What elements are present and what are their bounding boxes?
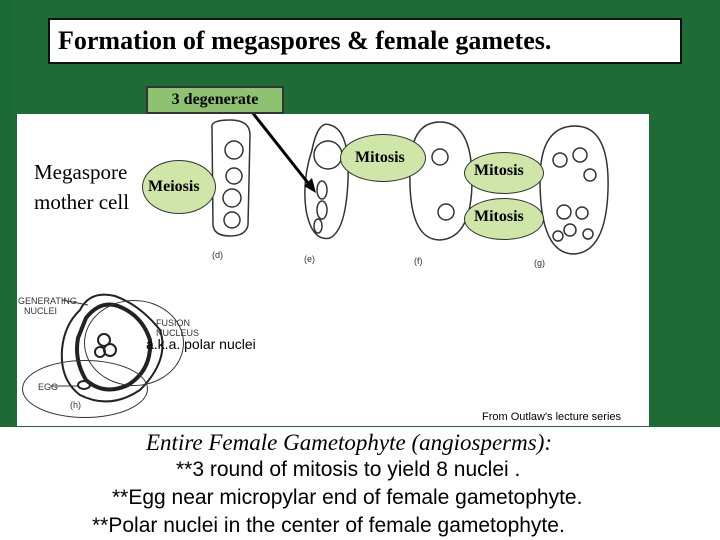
credit-text: From Outlaw's lecture series bbox=[482, 411, 622, 423]
label-generating-1: GENERATING bbox=[18, 296, 77, 306]
label-generating-2: NUCLEI bbox=[24, 306, 58, 316]
label-d: (d) bbox=[212, 250, 223, 260]
degenerate-arrow bbox=[252, 112, 312, 188]
label-egg: EGG bbox=[38, 382, 59, 392]
megaspore-label-line1: Megaspore bbox=[34, 160, 128, 184]
stage-g-cell bbox=[540, 126, 608, 254]
slide-title: Formation of megaspores & female gametes. bbox=[58, 26, 552, 55]
polar-nuclei-label: a.k.a. polar nuclei bbox=[146, 336, 256, 352]
meiosis-callout: Meiosis bbox=[142, 160, 216, 214]
stage-d-cell bbox=[212, 120, 250, 236]
label-g: (g) bbox=[534, 258, 545, 268]
megaspore-label-line2: mother cell bbox=[34, 190, 130, 214]
summary-line-3: **Polar nuclei in the center of female gametophyte. bbox=[92, 514, 565, 537]
summary-line-2: **Egg near micropylar end of female gametophyte. bbox=[112, 486, 583, 509]
label-fusion-2: NUCLEUS bbox=[156, 328, 200, 338]
label-e: (e) bbox=[304, 254, 315, 264]
mitosis-callout-top: Mitosis bbox=[340, 134, 426, 182]
label-h: (h) bbox=[70, 400, 81, 410]
label-f: (f) bbox=[414, 256, 423, 266]
stage-f-cell bbox=[410, 122, 472, 240]
mitosis-callout-right-bottom: Mitosis bbox=[464, 198, 544, 240]
label-fusion-1: FUSION bbox=[156, 318, 191, 328]
summary-line-1: **3 round of mitosis to yield 8 nuclei . bbox=[176, 458, 521, 481]
summary-heading: Entire Female Gametophyte (angiosperms): bbox=[146, 430, 553, 455]
mitosis-callout-right-top: Mitosis bbox=[464, 152, 544, 194]
degenerate-callout: 3 degenerate bbox=[146, 86, 284, 114]
